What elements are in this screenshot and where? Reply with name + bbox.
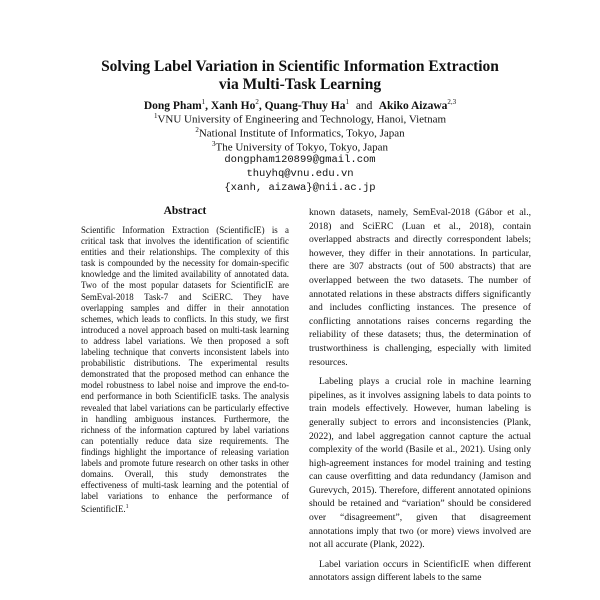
email-address: {xanh, aizawa}@nii.ac.jp [224,182,376,194]
author-affil-mark: 1 [345,98,349,106]
author-name: Dong Pham [143,99,202,112]
author-separator: , [205,99,209,112]
body-paragraph: Label variation occurs in ScientificIE when different annotators assign different labels to the same [309,558,531,584]
author-name: Akiko Aizawa [378,99,448,112]
abstract-body [81,225,289,515]
affiliation [0,138,600,155]
title-line-2: via Multi-Task Learning [218,76,382,93]
paper-title [0,58,600,94]
affiliation-text: The University of Tokyo, Tokyo, Japan [215,141,388,154]
affiliation-mark: 3 [211,140,216,148]
author-separator: , [258,99,262,112]
email-address: thuyhq@vnu.edu.vn [246,168,354,180]
author-name: Xanh Ho [210,99,256,112]
affiliation-text: National Institute of Informatics, Tokyo, Japan [198,127,405,140]
affiliation-mark: 1 [153,112,158,120]
author-name: Quang-Thuy Ha [264,99,346,112]
abstract-heading: Abstract [163,205,207,217]
body-paragraph: Labeling plays a crucial role in machine learning pipelines, as it involves assigning labels to data points to train models effectively. However, human labeling is generally subject to errors and inconsistencies (Plank, 2022), and label aggregation cannot capture the actual complexity of the world (Basile et al., 2021). Using only high-agreement instances for model training and testing can cause overfitting and data redundancy (Jamison and Gurevych, 2015). Therefore, different annotated opinions should be retained and “variation” should be considered over “disagreement”, given that disagreement annotations imply that two (or more) views involved are not all accurate (Plank, 2022). [309,376,531,551]
footnote-mark: 1 [125,504,129,511]
author-affil-mark: 2,3 [447,98,457,106]
author-affil-mark: 1 [201,98,206,106]
email-address: dongpham120899@gmail.com [224,154,376,166]
title-line-1: Solving Label Variation in Scientific Information Extraction [101,58,499,75]
right-column [309,206,531,585]
abstract-text: Scientific Information Extraction (ScientificIE) is a critical task that involves the identification of scientific entities and their relationships. The complexity of this task is compounded by the necessity for domain-specific knowledge and the limited availability of annotated data. Two of the most popular datasets for ScientificIE are SemEval-2018 Task-7 and SciERC. They have overlapping samples and differ in their annotation schemes, which leads to conflicts. In this study, we first introduced a novel approach based on multi-task learning to address label variations. We then proposed a soft labeling technique that converts inconsistent labels into probabilistic distributions. The experimental results demonstrated that the proposed method can enhance the model robustness to label noise and improve the end-to-end performance in both ScientificIE tasks. The analysis revealed that label variations can be particularly effective in handling ambiguous instances. Furthermore, the richness of the information captured by label variations can potentially reduce data size requirements. The findings highlight the importance of releasing variation labels and promote future research on other tasks in other domains. Overall, this study demonstrates the effectiveness of multi-task learning and the potential of label variations to enhance the performance of ScientificIE. [81,225,289,515]
affiliation-mark: 2 [195,126,199,134]
affiliation-text: VNU University of Engineering and Technology, Hanoi, Vietnam [157,113,447,126]
body-paragraph: known datasets, namely, SemEval-2018 (Gábor et al., 2018) and SciERC (Luan et al., 2018), contain overlapped abstracts and directly correspondent labels; however, they differ in their annotations. In particular, there are 307 abstracts (out of 500 abstracts) that are overlapped between the two datasets. The number of annotated relations in these abstracts differs significantly and includes conflicting instances. The presence of conflicting annotations raises concerns regarding the reliability of these datasets; thus, the determination of trustworthiness is challenging, especially with limited resources. [309,207,531,368]
author-affil-mark: 2 [255,98,259,106]
author-conjunction: and [355,99,373,112]
